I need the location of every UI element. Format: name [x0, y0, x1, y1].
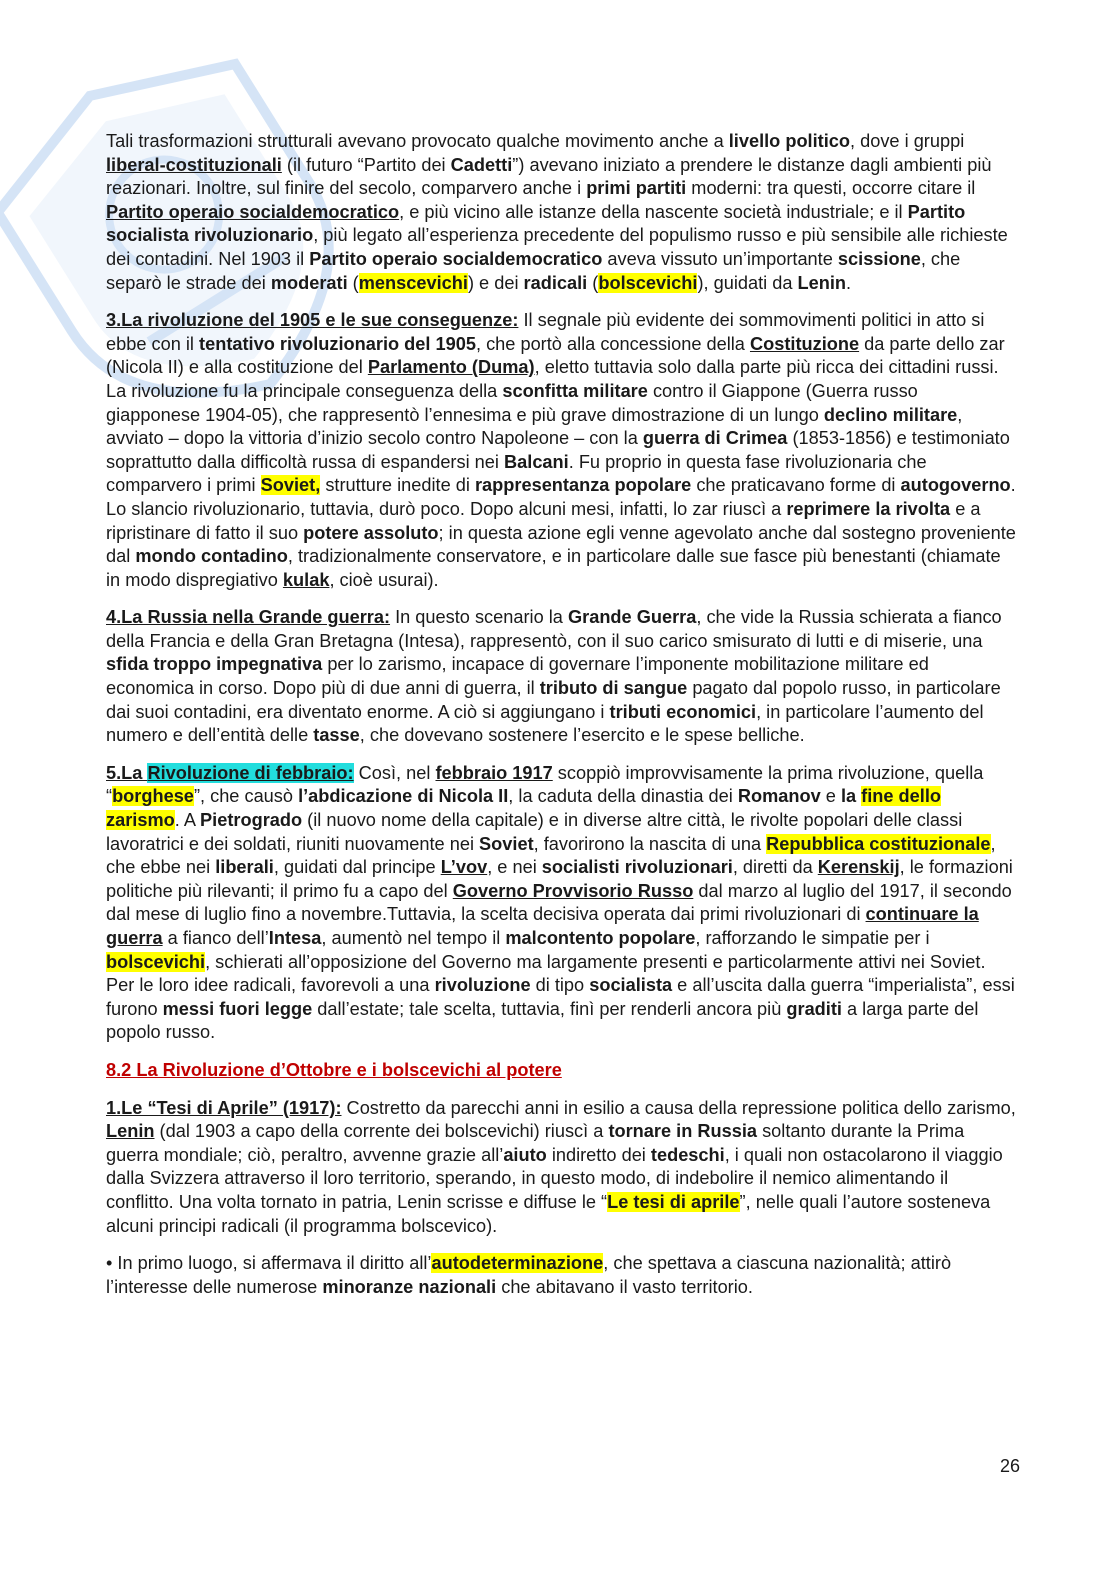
paragraph-february-revolution: 5.La Rivoluzione di febbraio: Così, nel febbraio 1917 scoppiò improvvisamente la prima rivoluzione, quella “borghese”, che causò l’abdicazione di Nicola II, la caduta della dinastia dei Romanov e la fine dello zarismo. A Pietrogrado (il nuovo nome della capitale) e in diverse altre città, le rivolte popolari delle classi lavoratrici e dei soldati, riuniti nuovamente nei Soviet, favorirono la nascita di una Repubblica costituzionale, che ebbe nei liberali, guidati dal principe L’vov, e nei socialisti rivoluzionari, diretti da Kerenskij, le formazioni politiche più rilevanti; il primo fu a capo del Governo Provvisorio Russo dal marzo al luglio del 1917, il secondo dal mese di luglio fino a novembre.Tuttavia, la scelta decisiva operata dai primi rivoluzionari di continuare la guerra a fianco dell’Intesa, aumentò nel tempo il malcontento popolare, rafforzando le simpatie per i bolscevichi, schierati all’opposizione del Governo ma largamente presenti e particolarmente attivi nei Soviet. Per le loro idee radicali, favorevoli a una rivoluzione di tipo socialista e all’uscita dalla guerra “imperialista”, essi furono messi fuori legge dall’estate; tale scelta, tuttavia, finì per renderli ancora più graditi a larga parte del popolo russo. [106, 762, 1015, 1043]
paragraph-april-theses: 1.Le “Tesi di Aprile” (1917): Costretto da parecchi anni in esilio a causa della repressione politica dello zarismo, Lenin (dal 1903 a capo della corrente dei bolscevichi) riuscì a tornare in Russia soltanto durante la Prima guerra mondiale; ciò, peraltro, avvenne grazie all’aiuto indiretto dei tedeschi, i quali non ostacolarono il viaggio dalla Svizzera attraverso il loro territorio, sperando, in questo modo, di indebolire il nemico alimentando il conflitto. Una volta tornato in patria, Lenin scrisse e diffuse le “Le tesi di aprile”, nelle quali l’autore sosteneva alcuni principi radicali (il programma bolscevico). [106, 1097, 1016, 1236]
heading-february-revolution: 5.La [106, 762, 148, 783]
bullet-self-determination: • In primo luogo, si affermava il diritto all’autodeterminazione, che spettava a ciascuna nazionalità; attirò l’interesse delle numerose minoranze nazionali che abitavano il vasto territorio. [106, 1253, 952, 1297]
paragraph-great-war: 4.La Russia nella Grande guerra: In questo scenario la Grande Guerra, che vide la Russia schierata a fianco della Francia e della Gran Bretagna (Intesa), rappresentò, con il suo carico smisurato di lutti e di miserie, una sfida troppo impegnativa per lo zarismo, incapace di governare l’imponente mobilitazione militare ed economica in corso. Dopo più di due anni di guerra, il tributo di sangue pagato dal popolo russo, in particolare dai suoi contadini, era diventato enorme. A ciò si aggiungano i tributi economici, in particolare l’aumento del numero e dell’entità delle tasse, che dovevano sostenere l’esercito e le spese belliche. [106, 607, 1002, 746]
page-number: 26 [999, 1456, 1020, 1476]
heading-april-theses: 1.Le “Tesi di Aprile” (1917): [106, 1097, 342, 1118]
paragraph-political-movements: Tali trasformazioni strutturali avevano provocato qualche movimento anche a livello politico, dove i gruppi liberal-costituzionali (il futuro “Partito dei Cadetti”) avevano iniziato a prendere le distanze dagli ambienti più reazionari. Inoltre, sul finire del secolo, comparvero anche i primi partiti moderni: tra questi, occorre citare il Partito operaio socialdemocratico, e più vicino alle istanze della nascente società industriale; e il Partito socialista rivoluzionario, più legato all’esperienza precedente del populismo russo e più sensibile alle richieste dei contadini. Nel 1903 il Partito operaio socialdemocratico aveva vissuto un’importante scissione, che separò le strade dei moderati (menscevichi) e dei radicali (bolscevichi), guidati da Lenin. [106, 131, 1008, 293]
heading-great-war: 4.La Russia nella Grande guerra: [106, 607, 391, 628]
paragraph-revolution-1905: 3.La rivoluzione del 1905 e le sue conseguenze: Il segnale più evidente dei sommovimenti politici in atto si ebbe con il tentativo rivoluzionario del 1905, che portò alla concessione della Costituzione da parte dello zar (Nicola II) e alla costituzione del Parlamento (Duma), eletto tuttavia solo dalla parte più ricca dei cittadini russi. La rivoluzione fu la principale conseguenza della sconfitta militare contro il Giappone (Guerra russo giapponese 1904-05), che rappresentò l’ennesima e più grave dimostrazione di un lungo declino militare, avviato – dopo la vittoria d’inizio secolo contro Napoleone – con la guerra di Crimea (1853-1856) e testimoniato soprattutto dalla difficoltà russa di espandersi nei Balcani. Fu proprio in questa fase rivoluzionaria che comparvero i primi Soviet, strutture inedite di rappresentanza popolare che praticavano forme di autogoverno. Lo slancio rivoluzionario, tuttavia, durò poco. Dopo alcuni mesi, infatti, lo zar riuscì a reprimere la rivolta e a ripristinare di fatto il suo potere assoluto; in questa azione egli venne agevolato anche dal sostegno proveniente dal mondo contadino, tradizionalmente conservatore, e in particolare dalle sue fasce più benestanti (chiamate in modo dispregiativo kulak, cioè usurai). [106, 310, 1016, 590]
heading-revolution-1905: 3.La rivoluzione del 1905 e le sue conseguenze: [106, 310, 519, 331]
section-title-october-revolution: 8.2 La Rivoluzione d’Ottobre e i bolscevichi al potere [106, 1059, 562, 1080]
document-body [106, 130, 1016, 1313]
